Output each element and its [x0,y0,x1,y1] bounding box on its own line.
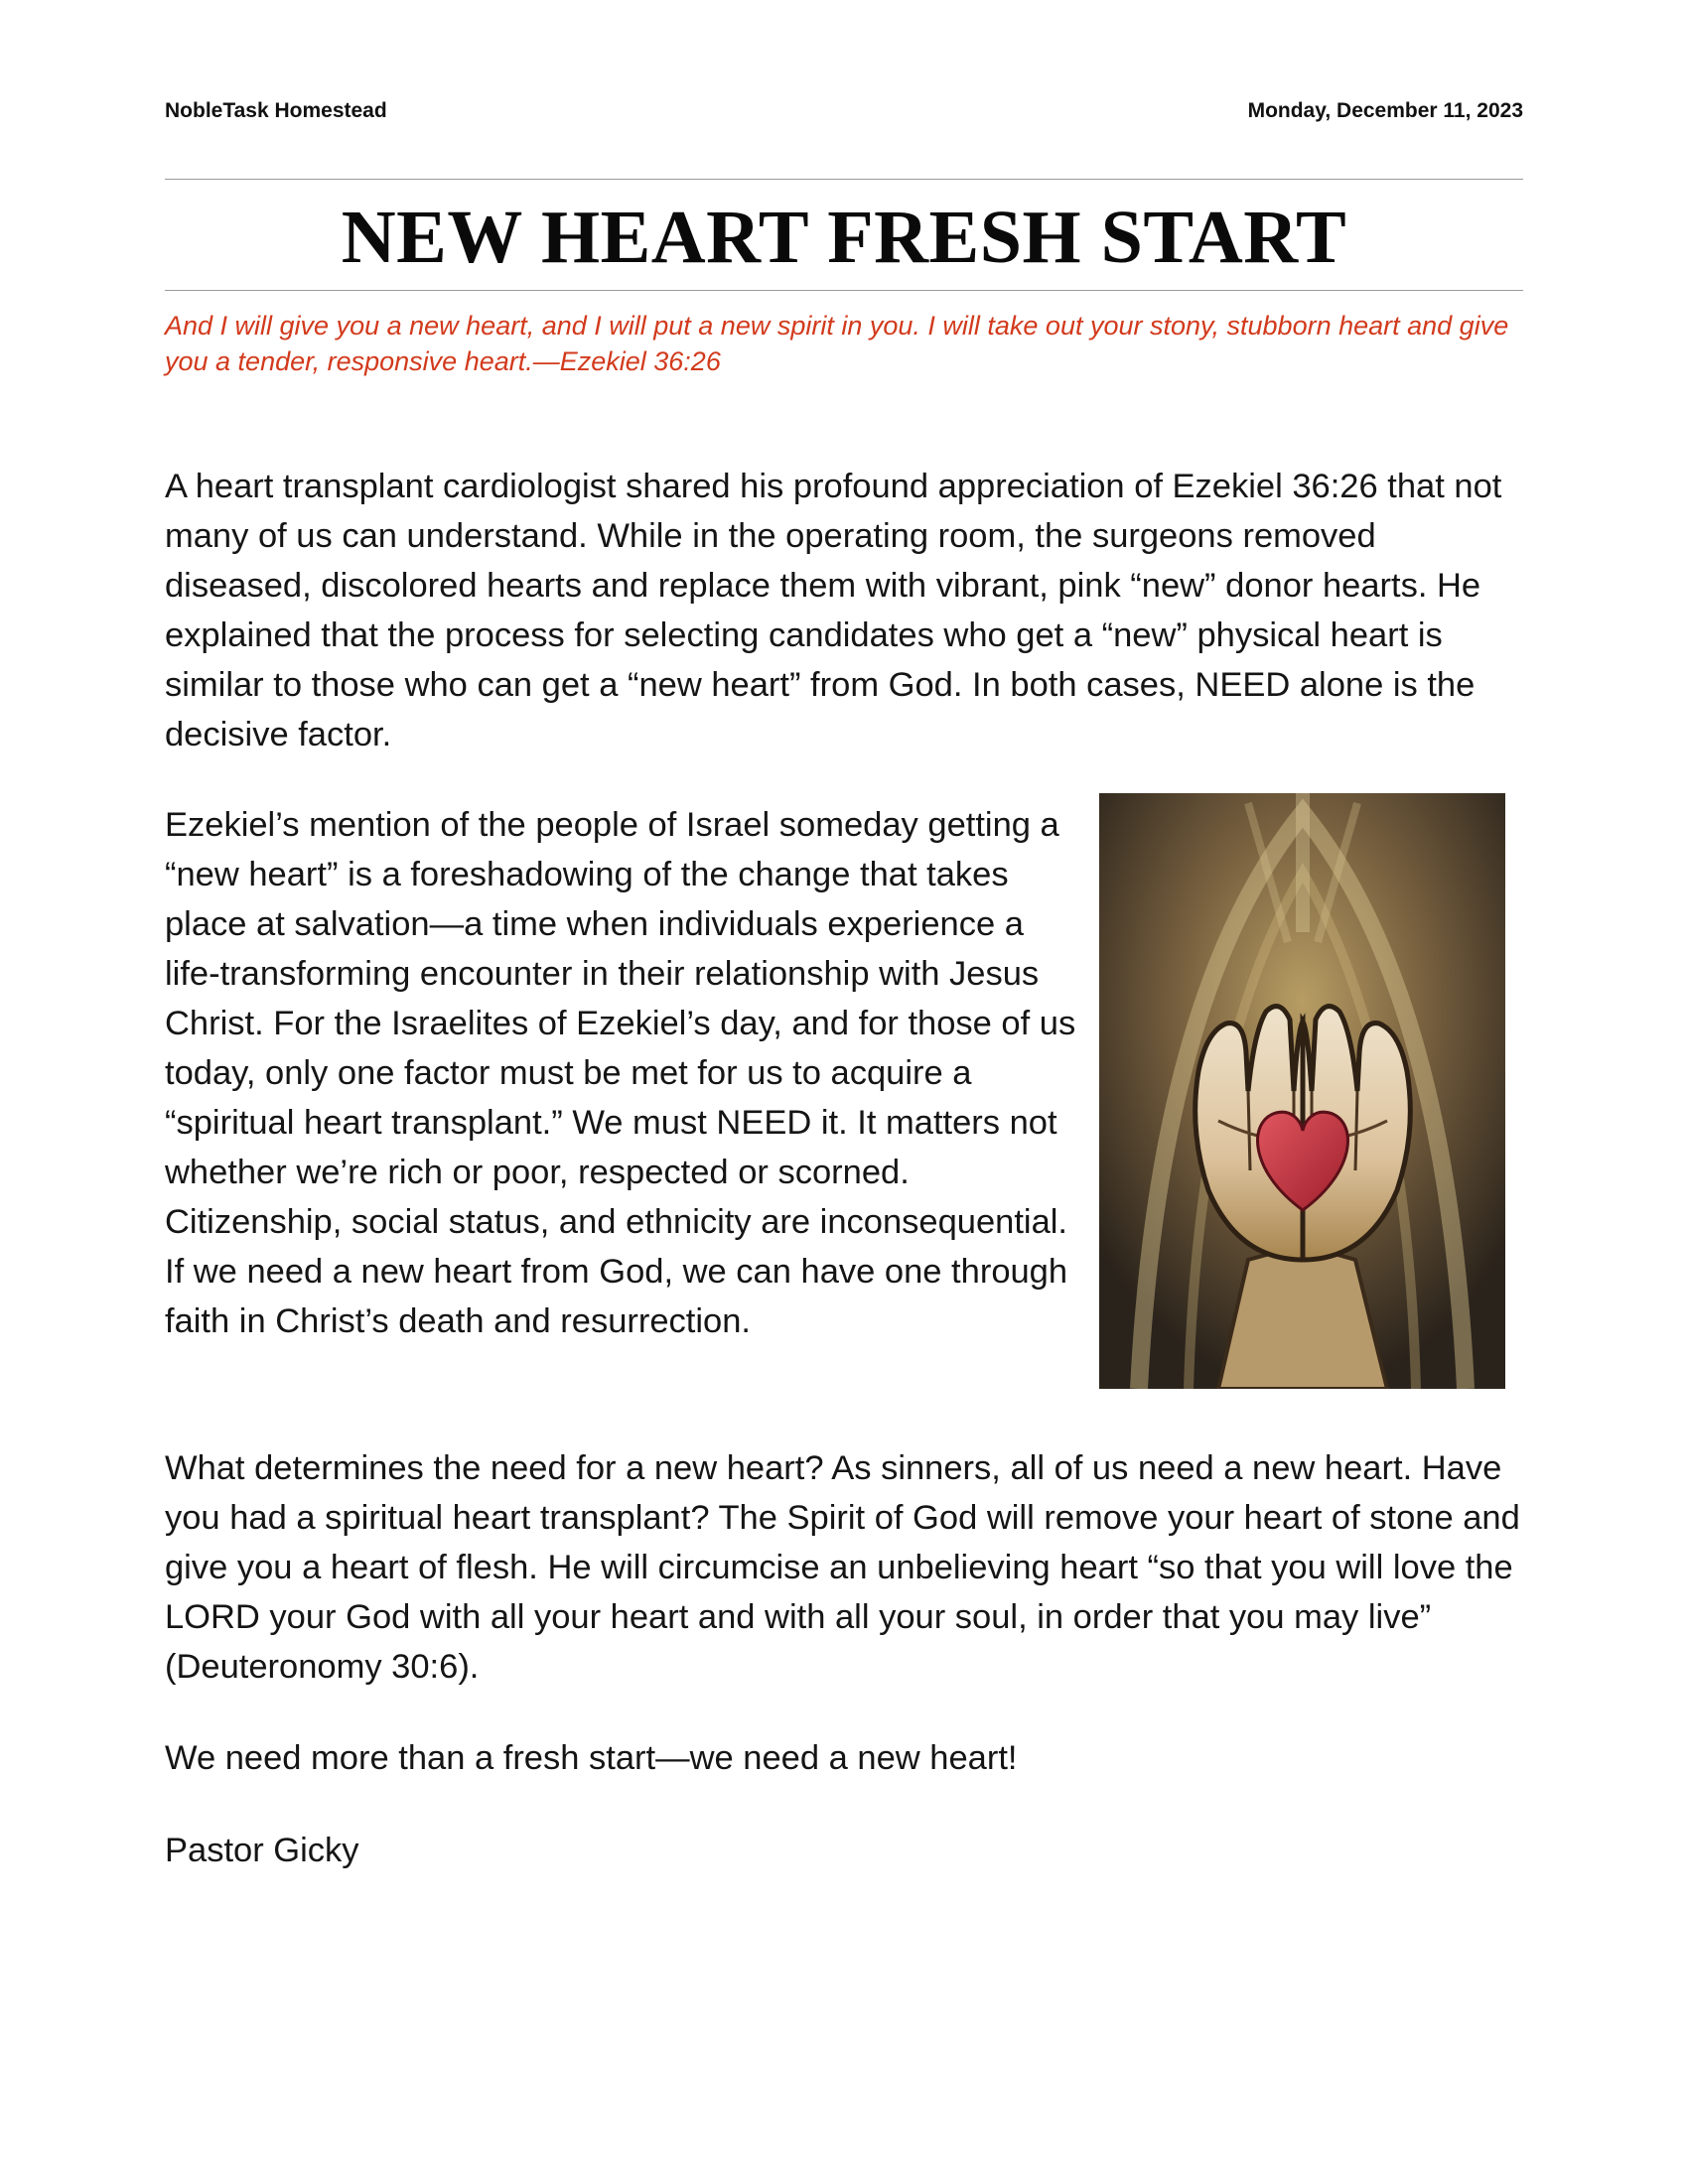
title-bottom-divider [165,290,1523,291]
organization-name: NobleTask Homestead [165,99,387,122]
devotional-page [165,0,1523,2184]
page-title: NEW HEART FRESH START [341,196,1347,279]
body-paragraph-1: A heart transplant cardiologist shared his profound appreciation of Ezekiel 36:26 that not many of us can understand. While in the operating room, the surgeons removed diseased, discolored hearts and replace them with vibrant, pink “new” donor hearts. He explained that the process for selecting candidates who get a “new” physical heart is similar to those who can get a “new heart” from God. In both cases, NEED alone is the decisive factor. [165,468,1502,753]
cupped-hands-heart-icon [1099,793,1505,1389]
body-paragraph-4: We need more than a fresh start—we need a new heart! [165,1739,1018,1777]
body-paragraph-2: Ezekiel’s mention of the people of Israel someday getting a “new heart” is a foreshadowing of the change that takes place at salvation—a time when individuals experience a life-transforming encounter in their relationship with Jesus Christ. For the Israelites of Ezekiel’s day, and for those of us today, only one factor must be met for us to acquire a “spiritual heart transplant.” We must NEED it. It matters not whether we’re rich or poor, respected or scorned. Citizenship, social status, and ethnicity are inconsequential. If we need a new heart from God, we can have one through faith in Christ’s death and resurrection. [165,806,1076,1340]
page-header [165,99,1523,129]
body-paragraph-3: What determines the need for a new heart? As sinners, all of us need a new heart. Have you had a spiritual heart transplant? The Spirit of God will remove your heart of stone and give you a heart of flesh. He will circumcise an unbelieving heart “so that you will love the LORD your God with all your heart and with all your soul, in order that you may live” (Deuteronomy 30:6). [165,1449,1520,1686]
scripture-quote: And I will give you a new heart, and I will put a new spirit in you. I will take out your stony, stubborn heart and give you a tender, responsive heart.—Ezekiel 36:26 [165,311,1509,376]
author-signature: Pastor Gicky [165,1832,359,1869]
publication-date: Monday, December 11, 2023 [1247,99,1523,122]
title-top-divider [165,179,1523,180]
hands-heart-illustration [1099,793,1505,1389]
